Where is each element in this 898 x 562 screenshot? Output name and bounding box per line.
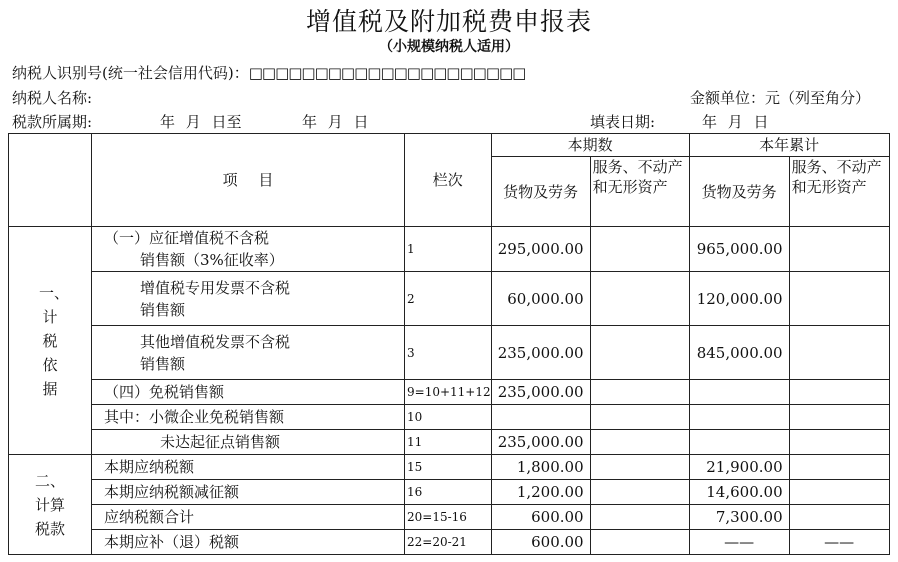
row-col: 20=15-16 — [405, 505, 492, 530]
row-col: 3 — [405, 326, 492, 380]
row-label: 本期应纳税额 — [92, 455, 405, 480]
tax-period-label: 税款所属期: — [12, 113, 93, 131]
row-col: 2 — [405, 272, 492, 326]
row-label: 本期应纳税额减征额 — [92, 480, 405, 505]
fill-date-label: 填表日期: — [590, 113, 656, 131]
cell-ytd-goods[interactable]: 965,000.00 — [689, 227, 789, 272]
cell-current-services[interactable] — [590, 326, 689, 380]
cell-current-services[interactable] — [590, 405, 689, 430]
cell-ytd-goods[interactable] — [689, 430, 789, 455]
cell-ytd-services[interactable] — [789, 326, 889, 380]
form-subtitle: （小规模纳税人适用） — [379, 39, 519, 55]
header-item: 项 目 — [92, 134, 405, 227]
cell-current-goods[interactable]: 600.00 — [491, 530, 590, 555]
cell-ytd-services[interactable] — [789, 380, 889, 405]
cell-current-services[interactable] — [590, 227, 689, 272]
header-ytd: 本年累计 — [689, 134, 889, 157]
cell-ytd-goods[interactable]: 845,000.00 — [689, 326, 789, 380]
table-corner — [9, 134, 92, 227]
cell-current-goods[interactable]: 235,000.00 — [491, 430, 590, 455]
cell-current-goods[interactable]: 1,200.00 — [491, 480, 590, 505]
header-current-goods: 货物及劳务 — [491, 157, 590, 227]
row-col: 11 — [405, 430, 492, 455]
cell-current-services[interactable] — [590, 480, 689, 505]
declaration-table — [8, 133, 890, 555]
row-label: 未达起征点销售额 — [92, 430, 405, 455]
row-col: 9=10+11+12 — [405, 380, 492, 405]
cell-current-services[interactable] — [590, 530, 689, 555]
taxpayer-id-boxes[interactable]: □□□□□□□□□□□□□□□□□□□□□ — [248, 64, 526, 82]
cell-current-goods[interactable] — [491, 405, 590, 430]
cell-ytd-goods[interactable]: 120,000.00 — [689, 272, 789, 326]
cell-ytd-services[interactable] — [789, 227, 889, 272]
cell-current-services[interactable] — [590, 505, 689, 530]
cell-ytd-goods[interactable] — [689, 380, 789, 405]
row-label: 其他增值税发票不含税 销售额 — [92, 326, 405, 380]
section-calc-label: 二、计算税款 — [34, 471, 65, 538]
cell-ytd-services[interactable] — [789, 505, 889, 530]
cell-ytd-goods[interactable]: 14,600.00 — [689, 480, 789, 505]
cell-current-goods[interactable]: 235,000.00 — [491, 326, 590, 380]
header-ytd-services: 服务、不动产和无形资产 — [789, 157, 889, 227]
form-title: 增值税及附加税费申报表 — [305, 7, 592, 36]
row-col: 10 — [405, 405, 492, 430]
cell-ytd-goods: —— — [689, 530, 789, 555]
cell-current-goods[interactable]: 235,000.00 — [491, 380, 590, 405]
row-label: 本期应补（退）税额 — [92, 530, 405, 555]
cell-current-goods[interactable]: 600.00 — [491, 505, 590, 530]
cell-ytd-services: —— — [789, 530, 889, 555]
row-label: 增值税专用发票不含税 销售额 — [92, 272, 405, 326]
cell-current-services[interactable] — [590, 380, 689, 405]
taxpayer-id-row — [12, 62, 525, 83]
cell-ytd-services[interactable] — [789, 455, 889, 480]
header-current: 本期数 — [491, 134, 689, 157]
row-col: 1 — [405, 227, 492, 272]
cell-current-goods[interactable]: 295,000.00 — [491, 227, 590, 272]
cell-ytd-goods[interactable] — [689, 405, 789, 430]
amount-unit: 金额单位：元（列至角分） — [690, 89, 871, 107]
section-calc — [9, 455, 92, 555]
row-col: 16 — [405, 480, 492, 505]
taxpayer-name-label: 纳税人名称: — [12, 89, 93, 107]
taxpayer-id-label: 纳税人识别号(统一社会信用代码)： — [12, 64, 249, 82]
row-label: （一）应征增值税不含税 销售额（3%征收率） — [92, 227, 405, 272]
section-basis — [9, 227, 92, 455]
tax-period-to[interactable]: 年 月 日 — [302, 113, 369, 131]
fill-date-value[interactable]: 年 月 日 — [702, 113, 769, 131]
cell-ytd-services[interactable] — [789, 272, 889, 326]
tax-period-from[interactable]: 年 月 日至 — [160, 113, 242, 131]
cell-current-services[interactable] — [590, 455, 689, 480]
section-basis-label: 一、计税依据 — [39, 283, 70, 398]
cell-current-goods[interactable]: 60,000.00 — [491, 272, 590, 326]
row-label: 其中：小微企业免税销售额 — [92, 405, 405, 430]
header-current-services: 服务、不动产和无形资产 — [590, 157, 689, 227]
header-ytd-goods: 货物及劳务 — [689, 157, 789, 227]
cell-ytd-goods[interactable]: 7,300.00 — [689, 505, 789, 530]
cell-current-services[interactable] — [590, 430, 689, 455]
cell-ytd-services[interactable] — [789, 430, 889, 455]
cell-ytd-services[interactable] — [789, 405, 889, 430]
cell-current-goods[interactable]: 1,800.00 — [491, 455, 590, 480]
row-col: 22=20-21 — [405, 530, 492, 555]
cell-ytd-goods[interactable]: 21,900.00 — [689, 455, 789, 480]
header-col: 栏次 — [405, 134, 492, 227]
row-label: 应纳税额合计 — [92, 505, 405, 530]
cell-ytd-services[interactable] — [789, 480, 889, 505]
row-col: 15 — [405, 455, 492, 480]
cell-current-services[interactable] — [590, 272, 689, 326]
row-label: （四）免税销售额 — [92, 380, 405, 405]
